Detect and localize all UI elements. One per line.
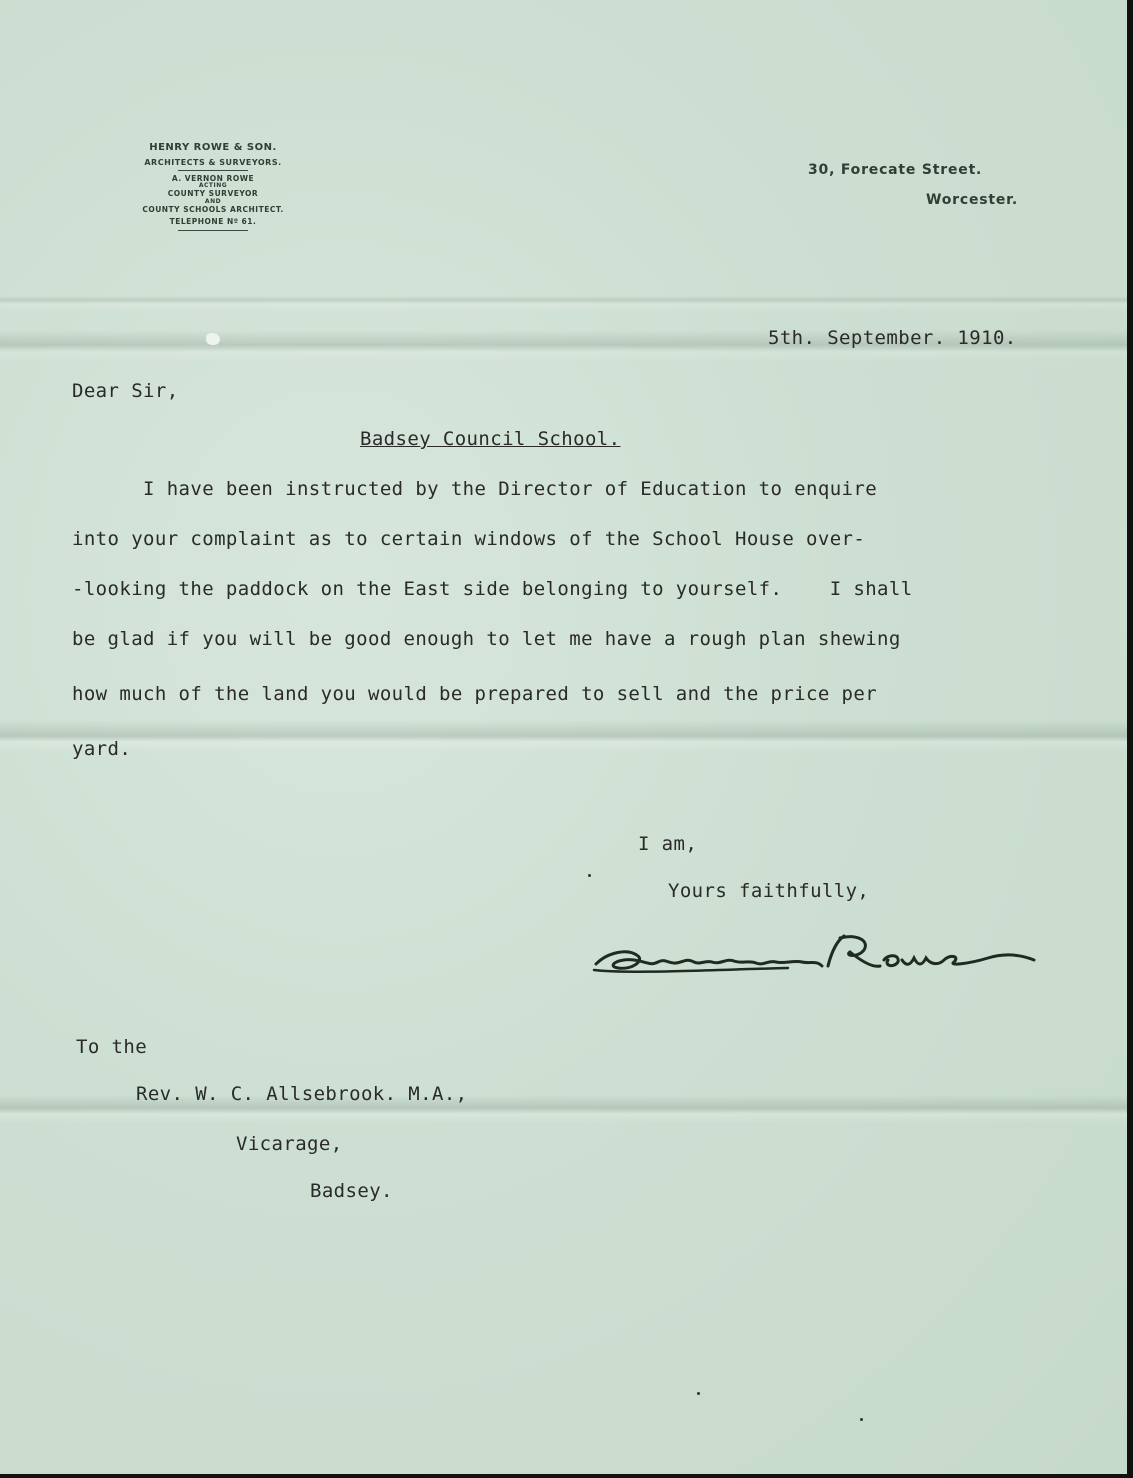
ink-speck	[860, 1418, 863, 1421]
recipient-town: Badsey.	[310, 1180, 393, 1202]
letterhead-telephone: TELEPHONE Nº 61.	[169, 217, 257, 227]
address-street: 30, Forecate Street.	[808, 162, 983, 178]
letterhead-title2: COUNTY SCHOOLS ARCHITECT.	[142, 204, 284, 214]
letterhead-profession: ARCHITECTS & SURVEYORS.	[144, 157, 282, 167]
letterhead-firm: HENRY ROWE & SON.	[149, 142, 277, 153]
body-line: how much of the land you would be prepared to sell and the price per	[72, 683, 878, 705]
recipient-vicarage: Vicarage,	[236, 1133, 343, 1155]
letterhead-rule	[178, 170, 248, 171]
scan-edge-right	[1127, 0, 1133, 1478]
letterhead-acting: ACTING	[198, 182, 228, 190]
letterhead-name: A. VERNON ROWE	[171, 173, 255, 183]
body-line: I have been instructed by the Director of Education to enquire	[72, 478, 878, 500]
letterhead	[118, 142, 308, 231]
closing-i-am: I am,	[638, 833, 698, 855]
letterhead-title1: COUNTY SURVEYOR	[167, 189, 259, 199]
letterhead-rule-bottom	[178, 230, 248, 231]
recipient-name: Rev. W. C. Allsebrook. M.A.,	[136, 1083, 468, 1105]
scan-edge-bottom	[0, 1474, 1133, 1478]
paper-stain	[206, 333, 220, 345]
body-line: yard.	[72, 738, 132, 760]
sender-address	[808, 162, 1018, 208]
letterhead-and: AND	[204, 197, 222, 205]
handwritten-signature	[588, 930, 1038, 990]
closing-yours-faithfully: Yours faithfully,	[668, 880, 870, 902]
subject-line: Badsey Council School.	[360, 428, 621, 450]
address-city: Worcester.	[926, 192, 1019, 208]
salutation: Dear Sir,	[72, 380, 179, 402]
body-line: be glad if you will be good enough to let me have a rough plan shewing	[72, 628, 901, 650]
ink-speck	[588, 874, 591, 877]
ink-speck	[697, 1392, 700, 1395]
body-line: -looking the paddock on the East side belonging to yourself. I shall	[72, 578, 913, 600]
letter-date: 5th. September. 1910.	[768, 327, 1017, 349]
to-the: To the	[76, 1036, 148, 1058]
body-line: into your complaint as to certain windows of the School House over-	[72, 528, 866, 550]
